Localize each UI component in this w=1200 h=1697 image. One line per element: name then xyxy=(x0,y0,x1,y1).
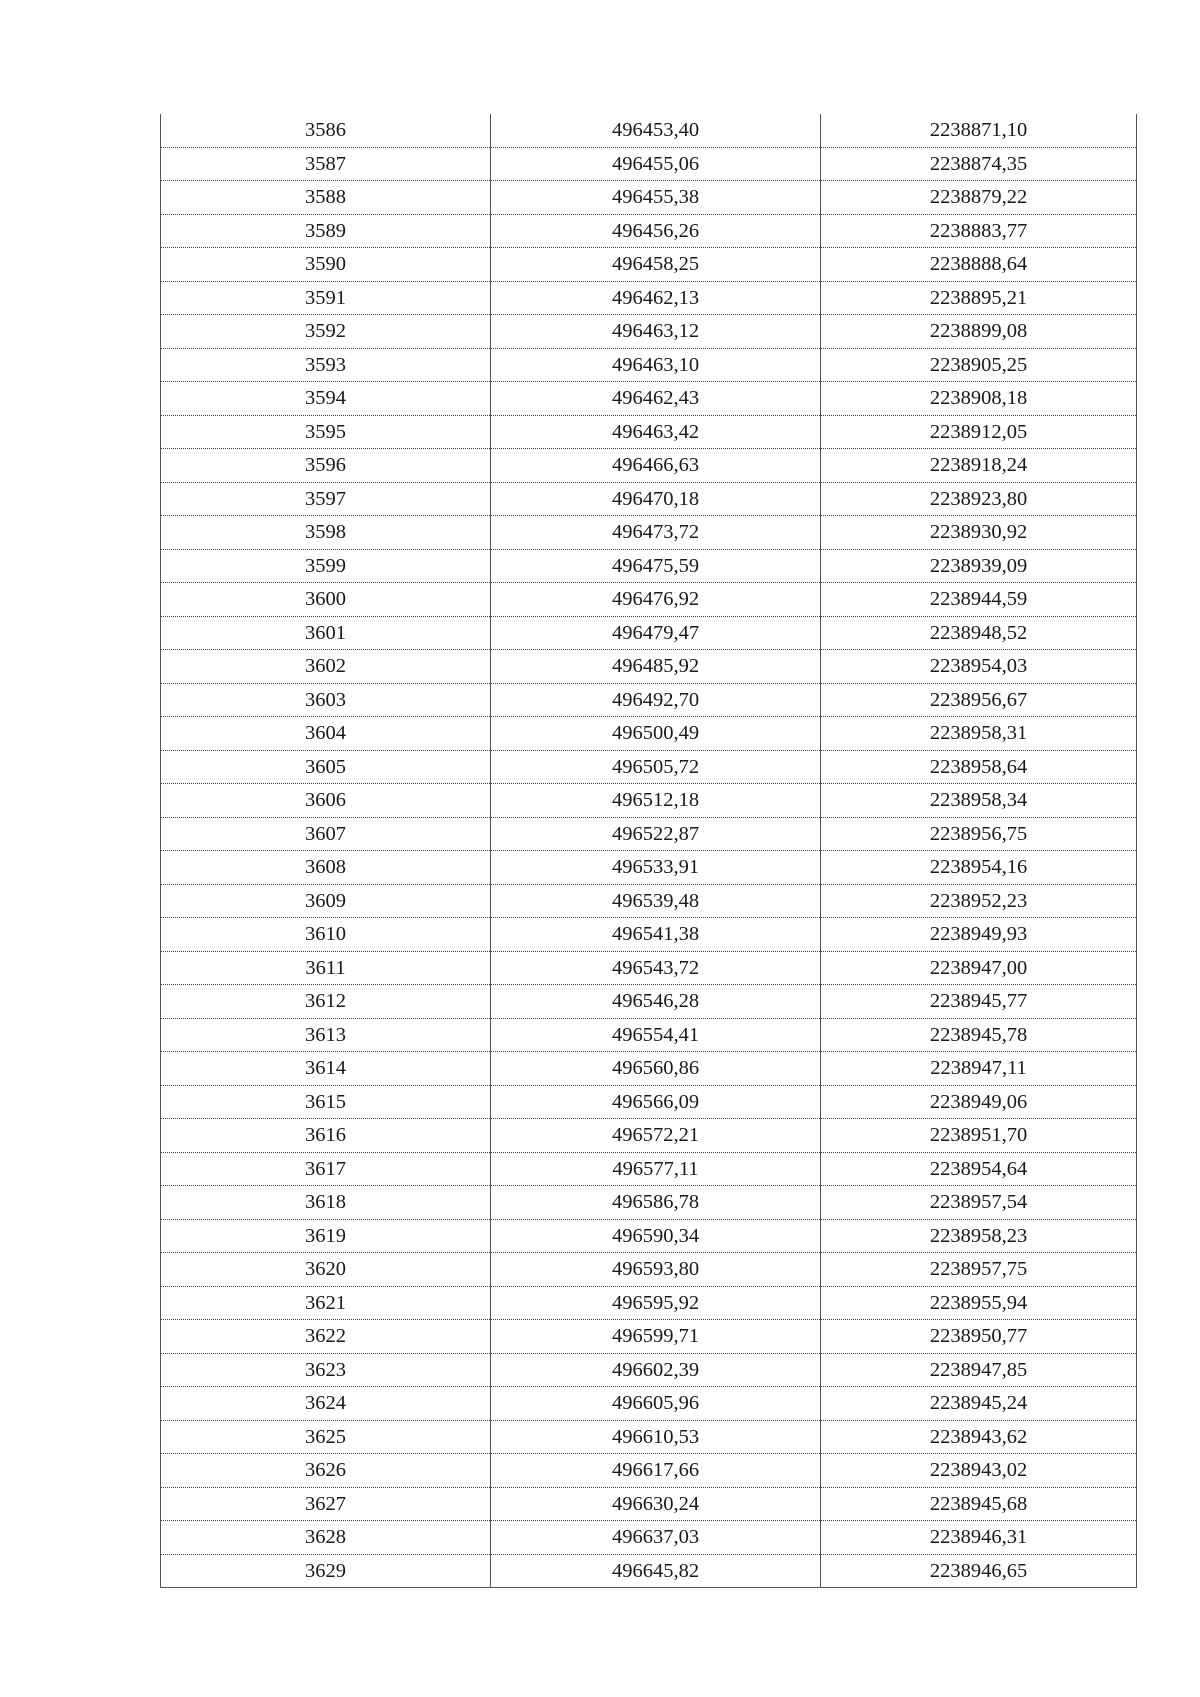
x-coordinate-cell: 496476,92 xyxy=(491,583,821,617)
point-number-cell: 3619 xyxy=(161,1219,491,1253)
x-coordinate-cell: 496473,72 xyxy=(491,516,821,550)
point-number-cell: 3627 xyxy=(161,1487,491,1521)
y-coordinate-cell: 2238945,78 xyxy=(821,1018,1137,1052)
table-row xyxy=(161,482,1137,516)
point-number-cell: 3586 xyxy=(161,114,491,147)
x-coordinate-cell: 496463,42 xyxy=(491,415,821,449)
table-row xyxy=(161,583,1137,617)
y-coordinate-cell: 2238957,75 xyxy=(821,1253,1137,1287)
x-coordinate-cell: 496566,09 xyxy=(491,1085,821,1119)
y-coordinate-cell: 2238947,85 xyxy=(821,1353,1137,1387)
y-coordinate-cell: 2238930,92 xyxy=(821,516,1137,550)
point-number-cell: 3602 xyxy=(161,650,491,684)
point-number-cell: 3591 xyxy=(161,281,491,315)
x-coordinate-cell: 496492,70 xyxy=(491,683,821,717)
point-number-cell: 3614 xyxy=(161,1052,491,1086)
point-number-cell: 3606 xyxy=(161,784,491,818)
y-coordinate-cell: 2238905,25 xyxy=(821,348,1137,382)
table-row xyxy=(161,549,1137,583)
x-coordinate-cell: 496586,78 xyxy=(491,1186,821,1220)
table-row xyxy=(161,750,1137,784)
x-coordinate-cell: 496470,18 xyxy=(491,482,821,516)
point-number-cell: 3617 xyxy=(161,1152,491,1186)
y-coordinate-cell: 2238952,23 xyxy=(821,884,1137,918)
table-row xyxy=(161,1253,1137,1287)
y-coordinate-cell: 2238945,77 xyxy=(821,985,1137,1019)
x-coordinate-cell: 496572,21 xyxy=(491,1119,821,1153)
point-number-cell: 3612 xyxy=(161,985,491,1019)
y-coordinate-cell: 2238945,24 xyxy=(821,1387,1137,1421)
table-row xyxy=(161,516,1137,550)
y-coordinate-cell: 2238899,08 xyxy=(821,315,1137,349)
table-row xyxy=(161,415,1137,449)
table-row xyxy=(161,1521,1137,1555)
point-number-cell: 3595 xyxy=(161,415,491,449)
table-row xyxy=(161,784,1137,818)
point-number-cell: 3609 xyxy=(161,884,491,918)
table-row xyxy=(161,985,1137,1019)
x-coordinate-cell: 496539,48 xyxy=(491,884,821,918)
x-coordinate-cell: 496463,10 xyxy=(491,348,821,382)
table-row xyxy=(161,1454,1137,1488)
y-coordinate-cell: 2238879,22 xyxy=(821,181,1137,215)
table-row xyxy=(161,616,1137,650)
table-row xyxy=(161,683,1137,717)
point-number-cell: 3597 xyxy=(161,482,491,516)
y-coordinate-cell: 2238939,09 xyxy=(821,549,1137,583)
x-coordinate-cell: 496466,63 xyxy=(491,449,821,483)
point-number-cell: 3621 xyxy=(161,1286,491,1320)
table-row xyxy=(161,1152,1137,1186)
y-coordinate-cell: 2238923,80 xyxy=(821,482,1137,516)
table-row xyxy=(161,1052,1137,1086)
point-number-cell: 3603 xyxy=(161,683,491,717)
y-coordinate-cell: 2238958,31 xyxy=(821,717,1137,751)
point-number-cell: 3610 xyxy=(161,918,491,952)
table-row xyxy=(161,884,1137,918)
coordinates-table xyxy=(160,114,1137,1588)
x-coordinate-cell: 496617,66 xyxy=(491,1454,821,1488)
x-coordinate-cell: 496630,24 xyxy=(491,1487,821,1521)
table-row xyxy=(161,214,1137,248)
table-row xyxy=(161,181,1137,215)
table-row xyxy=(161,1085,1137,1119)
y-coordinate-cell: 2238883,77 xyxy=(821,214,1137,248)
x-coordinate-cell: 496541,38 xyxy=(491,918,821,952)
table-row xyxy=(161,1186,1137,1220)
point-number-cell: 3593 xyxy=(161,348,491,382)
point-number-cell: 3626 xyxy=(161,1454,491,1488)
x-coordinate-cell: 496590,34 xyxy=(491,1219,821,1253)
point-number-cell: 3629 xyxy=(161,1554,491,1588)
x-coordinate-cell: 496463,12 xyxy=(491,315,821,349)
y-coordinate-cell: 2238954,16 xyxy=(821,851,1137,885)
y-coordinate-cell: 2238955,94 xyxy=(821,1286,1137,1320)
y-coordinate-cell: 2238871,10 xyxy=(821,114,1137,147)
x-coordinate-cell: 496599,71 xyxy=(491,1320,821,1354)
y-coordinate-cell: 2238956,67 xyxy=(821,683,1137,717)
point-number-cell: 3620 xyxy=(161,1253,491,1287)
table-row xyxy=(161,1353,1137,1387)
y-coordinate-cell: 2238895,21 xyxy=(821,281,1137,315)
x-coordinate-cell: 496500,49 xyxy=(491,717,821,751)
table-row xyxy=(161,315,1137,349)
x-coordinate-cell: 496485,92 xyxy=(491,650,821,684)
table-row xyxy=(161,918,1137,952)
y-coordinate-cell: 2238948,52 xyxy=(821,616,1137,650)
x-coordinate-cell: 496479,47 xyxy=(491,616,821,650)
table-row xyxy=(161,851,1137,885)
y-coordinate-cell: 2238946,65 xyxy=(821,1554,1137,1588)
point-number-cell: 3594 xyxy=(161,382,491,416)
y-coordinate-cell: 2238956,75 xyxy=(821,817,1137,851)
y-coordinate-cell: 2238947,00 xyxy=(821,951,1137,985)
table-row xyxy=(161,281,1137,315)
y-coordinate-cell: 2238950,77 xyxy=(821,1320,1137,1354)
point-number-cell: 3600 xyxy=(161,583,491,617)
point-number-cell: 3598 xyxy=(161,516,491,550)
point-number-cell: 3588 xyxy=(161,181,491,215)
y-coordinate-cell: 2238958,23 xyxy=(821,1219,1137,1253)
y-coordinate-cell: 2238954,64 xyxy=(821,1152,1137,1186)
x-coordinate-cell: 496462,43 xyxy=(491,382,821,416)
x-coordinate-cell: 496593,80 xyxy=(491,1253,821,1287)
x-coordinate-cell: 496522,87 xyxy=(491,817,821,851)
point-number-cell: 3589 xyxy=(161,214,491,248)
point-number-cell: 3592 xyxy=(161,315,491,349)
x-coordinate-cell: 496505,72 xyxy=(491,750,821,784)
y-coordinate-cell: 2238943,02 xyxy=(821,1454,1137,1488)
table-row xyxy=(161,248,1137,282)
y-coordinate-cell: 2238949,06 xyxy=(821,1085,1137,1119)
point-number-cell: 3616 xyxy=(161,1119,491,1153)
x-coordinate-cell: 496610,53 xyxy=(491,1420,821,1454)
table-row xyxy=(161,717,1137,751)
point-number-cell: 3607 xyxy=(161,817,491,851)
table-row xyxy=(161,382,1137,416)
x-coordinate-cell: 496577,11 xyxy=(491,1152,821,1186)
y-coordinate-cell: 2238944,59 xyxy=(821,583,1137,617)
table-row xyxy=(161,1554,1137,1588)
table-row xyxy=(161,1387,1137,1421)
coordinates-table-body xyxy=(161,114,1137,1588)
x-coordinate-cell: 496453,40 xyxy=(491,114,821,147)
point-number-cell: 3624 xyxy=(161,1387,491,1421)
table-row xyxy=(161,1119,1137,1153)
y-coordinate-cell: 2238949,93 xyxy=(821,918,1137,952)
point-number-cell: 3596 xyxy=(161,449,491,483)
table-row xyxy=(161,449,1137,483)
x-coordinate-cell: 496595,92 xyxy=(491,1286,821,1320)
x-coordinate-cell: 496462,13 xyxy=(491,281,821,315)
y-coordinate-cell: 2238912,05 xyxy=(821,415,1137,449)
point-number-cell: 3623 xyxy=(161,1353,491,1387)
y-coordinate-cell: 2238874,35 xyxy=(821,147,1137,181)
y-coordinate-cell: 2238951,70 xyxy=(821,1119,1137,1153)
x-coordinate-cell: 496475,59 xyxy=(491,549,821,583)
x-coordinate-cell: 496458,25 xyxy=(491,248,821,282)
x-coordinate-cell: 496455,06 xyxy=(491,147,821,181)
x-coordinate-cell: 496560,86 xyxy=(491,1052,821,1086)
table-row xyxy=(161,114,1137,147)
table-row xyxy=(161,147,1137,181)
table-row xyxy=(161,348,1137,382)
point-number-cell: 3601 xyxy=(161,616,491,650)
y-coordinate-cell: 2238945,68 xyxy=(821,1487,1137,1521)
x-coordinate-cell: 496543,72 xyxy=(491,951,821,985)
point-number-cell: 3615 xyxy=(161,1085,491,1119)
point-number-cell: 3622 xyxy=(161,1320,491,1354)
table-row xyxy=(161,1420,1137,1454)
x-coordinate-cell: 496554,41 xyxy=(491,1018,821,1052)
point-number-cell: 3590 xyxy=(161,248,491,282)
table-row xyxy=(161,951,1137,985)
y-coordinate-cell: 2238946,31 xyxy=(821,1521,1137,1555)
y-coordinate-cell: 2238954,03 xyxy=(821,650,1137,684)
table-row xyxy=(161,817,1137,851)
point-number-cell: 3625 xyxy=(161,1420,491,1454)
point-number-cell: 3587 xyxy=(161,147,491,181)
point-number-cell: 3628 xyxy=(161,1521,491,1555)
table-row xyxy=(161,650,1137,684)
x-coordinate-cell: 496533,91 xyxy=(491,851,821,885)
table-row xyxy=(161,1286,1137,1320)
table-row xyxy=(161,1018,1137,1052)
y-coordinate-cell: 2238958,34 xyxy=(821,784,1137,818)
y-coordinate-cell: 2238943,62 xyxy=(821,1420,1137,1454)
x-coordinate-cell: 496602,39 xyxy=(491,1353,821,1387)
y-coordinate-cell: 2238918,24 xyxy=(821,449,1137,483)
x-coordinate-cell: 496605,96 xyxy=(491,1387,821,1421)
x-coordinate-cell: 496456,26 xyxy=(491,214,821,248)
x-coordinate-cell: 496455,38 xyxy=(491,181,821,215)
table-row xyxy=(161,1320,1137,1354)
y-coordinate-cell: 2238888,64 xyxy=(821,248,1137,282)
point-number-cell: 3608 xyxy=(161,851,491,885)
y-coordinate-cell: 2238947,11 xyxy=(821,1052,1137,1086)
x-coordinate-cell: 496546,28 xyxy=(491,985,821,1019)
point-number-cell: 3604 xyxy=(161,717,491,751)
y-coordinate-cell: 2238957,54 xyxy=(821,1186,1137,1220)
x-coordinate-cell: 496637,03 xyxy=(491,1521,821,1555)
point-number-cell: 3611 xyxy=(161,951,491,985)
point-number-cell: 3613 xyxy=(161,1018,491,1052)
point-number-cell: 3618 xyxy=(161,1186,491,1220)
y-coordinate-cell: 2238958,64 xyxy=(821,750,1137,784)
y-coordinate-cell: 2238908,18 xyxy=(821,382,1137,416)
x-coordinate-cell: 496645,82 xyxy=(491,1554,821,1588)
table-row xyxy=(161,1487,1137,1521)
point-number-cell: 3605 xyxy=(161,750,491,784)
table-row xyxy=(161,1219,1137,1253)
point-number-cell: 3599 xyxy=(161,549,491,583)
x-coordinate-cell: 496512,18 xyxy=(491,784,821,818)
